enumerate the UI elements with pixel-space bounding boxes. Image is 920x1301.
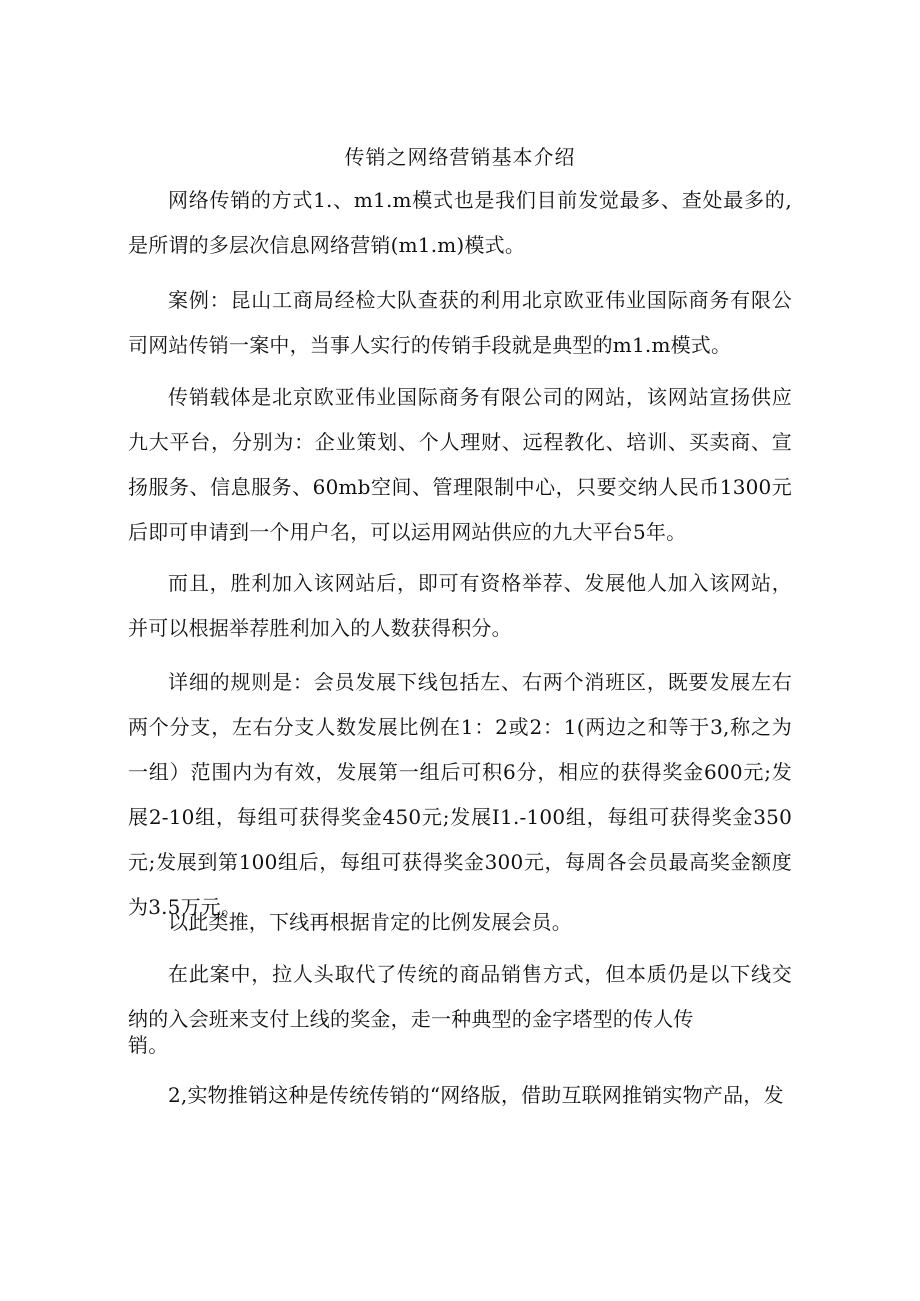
paragraph-summary	[128, 952, 792, 1056]
paragraph-summary-text: 在此案中，拉人头取代了传统的商品销售方式，但本质仍是以下线交纳的入会班来支付上线的奖金，走一种典型的金字塔型的传人传	[128, 962, 792, 1031]
paragraph-rules: 详细的规则是：会员发展下线包括左、右两个消班区，既要发展左右两个分支，左右分支人数发展比例在1：2或2：1(两边之和等于3,称之为一组）范围内为有效，发展第一组后可积6分，相应的获得奖金600元;发展2-10组，每组可获得奖金450元;发展I1.-100组，每组可获得奖金350元;发展到第100组后，每组可获得奖金300元，每周各会员最高奖金额度为3.5万元。	[128, 670, 792, 919]
paragraph-join: 而且，胜利加入该网站后，即可有资格举荐、发展他人加入该网站，并可以根据举荐胜利加入的人数获得积分。	[128, 571, 792, 640]
paragraph-case: 案例：昆山工商局经检大队查获的利用北京欧亚伟业国际商务有限公司网站传销一案中，当事人实行的传销手段就是典型的m1.m模式。	[128, 288, 792, 357]
paragraph-summary-tail: 销。	[128, 1033, 169, 1057]
paragraph-physical-sales: 2,实物推销这种是传统传销的“网络版，借助互联网推销实物产品，发	[168, 1083, 784, 1107]
document-title: 传销之网络营销基本介绍	[344, 145, 576, 169]
paragraph-mlm-model: 网络传销的方式1.、m1.m模式也是我们目前发觉最多、查处最多的,是所谓的多层次信息网络营销(m1.m)模式。	[128, 188, 792, 257]
paragraph-analogy: 以此类推，下线再根据肯定的比例发展会员。	[168, 910, 572, 934]
paragraph-carrier: 传销载体是北京欧亚伟业国际商务有限公司的网站，该网站宣扬供应九大平台，分别为：企业策划、个人理财、远程教化、培训、买卖商、宣扬服务、信息服务、60mb空间、管理限制中心，只要交纳人民币1300元后即可申请到一个用户名，可以运用网站供应的九大平台5年。	[128, 385, 792, 544]
